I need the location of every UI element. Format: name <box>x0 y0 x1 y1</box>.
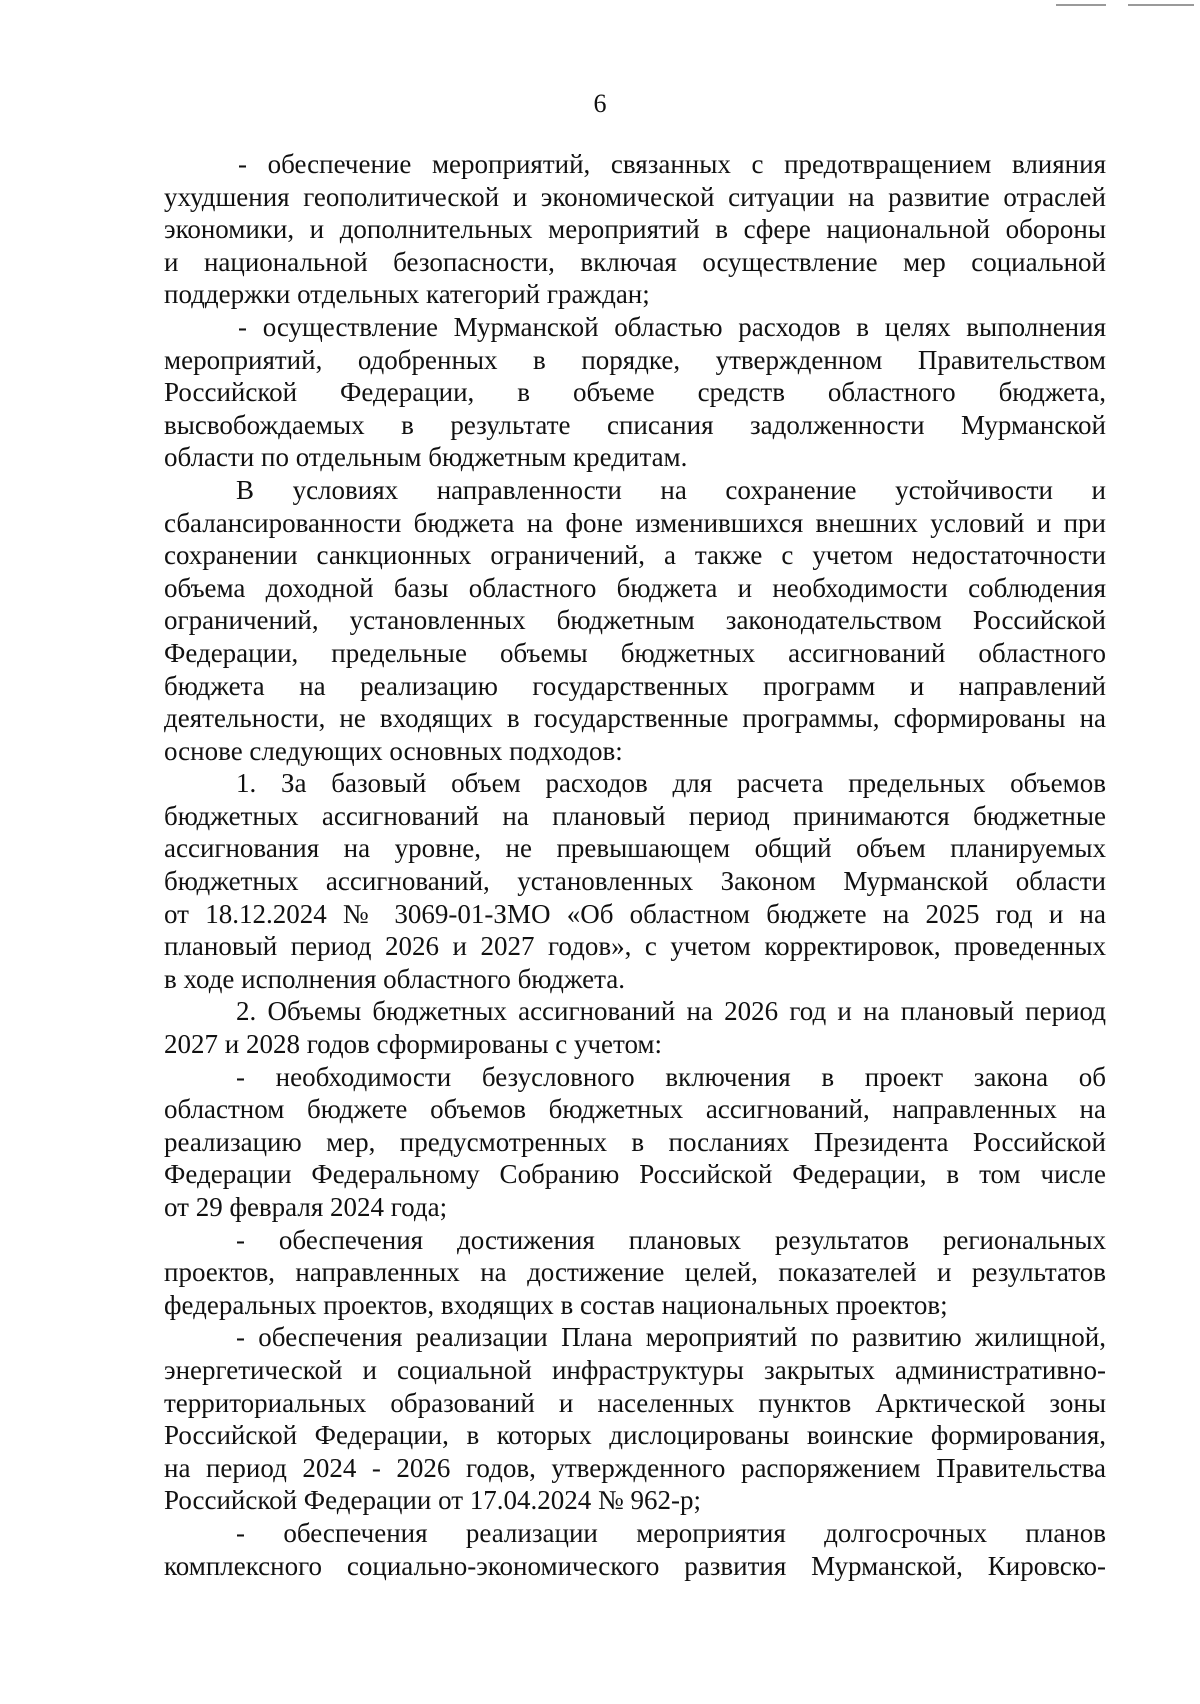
text-line: реализацию мер, предусмотренных в посланиях Президента Российской <box>164 1126 1106 1157</box>
text-line: - обеспечения реализации мероприятия долгосрочных планов <box>236 1517 1106 1548</box>
text-line: - обеспечения достижения плановых результатов региональных <box>236 1224 1106 1255</box>
paragraph <box>164 1224 1106 1322</box>
text-line: поддержки отдельных категорий граждан; <box>164 279 650 310</box>
text-line: - необходимости безусловного включения в проект закона об <box>236 1061 1106 1092</box>
text-line: ассигнования на уровне, не превышающем общий объем планируемых <box>164 833 1106 864</box>
page-number: 6 <box>593 89 607 118</box>
text-line: области по отдельным бюджетным кредитам. <box>164 442 688 473</box>
text-line: сбалансированности бюджета на фоне изменившихся внешних условий и при <box>164 507 1106 538</box>
text-line: основе следующих основных подходов: <box>164 735 623 766</box>
paragraph <box>164 311 1106 474</box>
paragraph <box>164 1517 1106 1582</box>
text-line: федеральных проектов, входящих в состав национальных проектов; <box>164 1289 948 1320</box>
text-line: областном бюджете объемов бюджетных ассигнований, направленных на <box>164 1094 1106 1125</box>
text-line: ограничений, установленных бюджетным законодательством Российской <box>164 605 1106 636</box>
text-line: 1. За базовый объем расходов для расчета предельных объемов <box>236 768 1106 799</box>
text-line: Федерации Федеральному Собранию Российской Федерации, в том числе <box>164 1159 1106 1190</box>
text-line: ухудшения геополитической и экономической ситуации на развитие отраслей <box>164 181 1106 212</box>
scan-edge-mark <box>1128 4 1194 6</box>
text-line: бюджета на реализацию государственных программ и направлений <box>164 670 1106 701</box>
text-line: бюджетных ассигнований на плановый период принимаются бюджетные <box>164 800 1106 831</box>
paragraph <box>164 767 1106 995</box>
paragraph <box>164 1061 1106 1224</box>
text-line: - осуществление Мурманской областью расходов в целях выполнения <box>238 311 1106 342</box>
text-line: объема доходной базы областного бюджета и необходимости соблюдения <box>164 572 1106 603</box>
text-line: Федерации, предельные объемы бюджетных ассигнований областного <box>164 637 1106 668</box>
text-line: - обеспечение мероприятий, связанных с предотвращением влияния <box>238 149 1106 179</box>
text-line: Российской Федерации, в объеме средств областного бюджета, <box>164 377 1106 408</box>
scan-edge-mark <box>1056 4 1106 6</box>
text-line: и национальной безопасности, включая осуществление мер социальной <box>164 246 1106 277</box>
text-line: в ходе исполнения областного бюджета. <box>164 963 625 994</box>
paragraph <box>164 148 1106 311</box>
paragraph <box>164 995 1106 1060</box>
text-line: - обеспечения реализации Плана мероприятий по развитию жилищной, <box>236 1322 1106 1353</box>
text-line: от 18.12.2024 № 3069-01-ЗМО «Об областном бюджете на 2025 год и на <box>164 898 1106 929</box>
text-line: деятельности, не входящих в государственные программы, сформированы на <box>164 703 1106 734</box>
paragraph <box>164 474 1106 767</box>
text-line: Российской Федерации от 17.04.2024 № 962-р; <box>164 1485 702 1516</box>
text-line: от 29 февраля 2024 года; <box>164 1192 448 1222</box>
text-line: плановый период 2026 и 2027 годов», с учетом корректировок, проведенных <box>164 931 1106 962</box>
text-line: проектов, направленных на достижение целей, показателей и результатов <box>164 1257 1106 1288</box>
text-line: высвобождаемых в результате списания задолженности Мурманской <box>164 409 1106 440</box>
text-line: Российской Федерации, в которых дислоцированы воинские формирования, <box>164 1420 1106 1451</box>
text-line: мероприятий, одобренных в порядке, утвержденном Правительством <box>164 344 1106 375</box>
text-line: В условиях направленности на сохранение устойчивости и <box>236 474 1106 505</box>
text-line: сохранении санкционных ограничений, а также с учетом недостаточности <box>164 540 1106 571</box>
document-body <box>164 148 1106 1582</box>
text-line: комплексного социально-экономического развития Мурманской, Кировско- <box>164 1550 1106 1581</box>
text-line: экономики, и дополнительных мероприятий в сфере национальной обороны <box>164 214 1106 245</box>
text-line: бюджетных ассигнований, установленных Законом Мурманской области <box>164 866 1106 897</box>
text-line: 2. Объемы бюджетных ассигнований на 2026 год и на плановый период <box>236 996 1106 1027</box>
text-line: энергетической и социальной инфраструктуры закрытых административно- <box>164 1354 1106 1385</box>
text-line: на период 2024 - 2026 годов, утвержденного распоряжением Правительства <box>164 1452 1106 1483</box>
paragraph <box>164 1321 1106 1517</box>
text-line: 2027 и 2028 годов сформированы с учетом: <box>164 1029 663 1060</box>
text-line: территориальных образований и населенных пунктов Арктической зоны <box>164 1387 1106 1418</box>
